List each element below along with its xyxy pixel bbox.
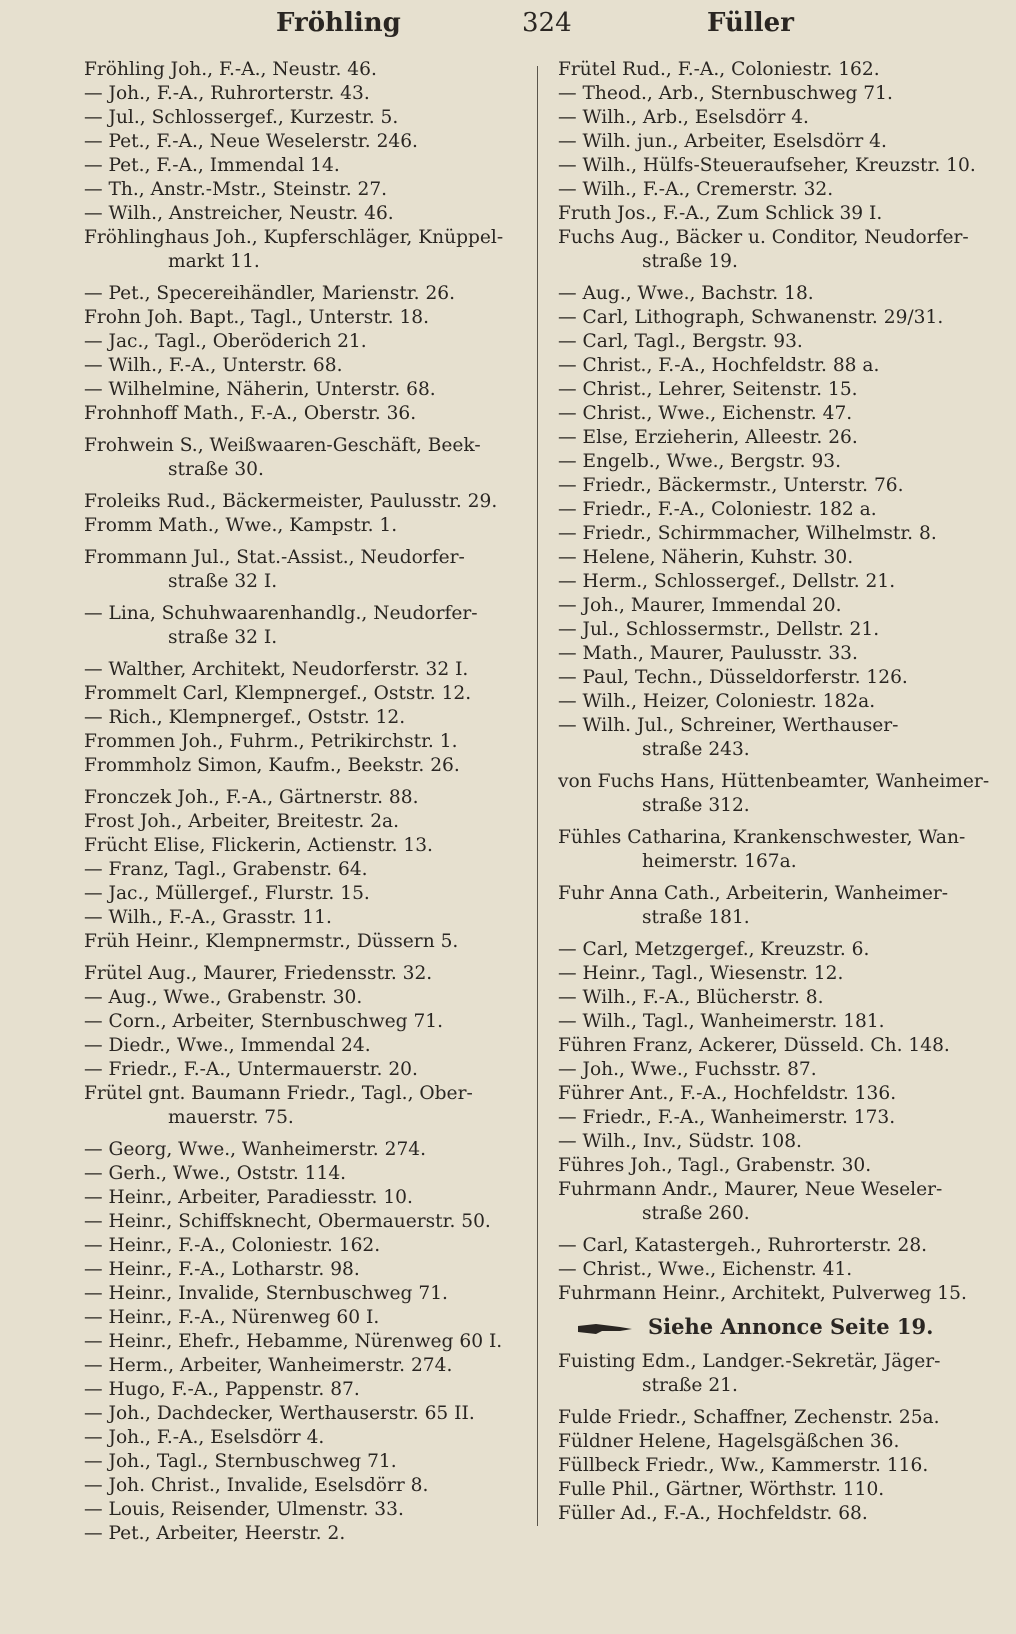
entry-continuation: straße 21. — [642, 1375, 738, 1396]
directory-entry: — Friedr., Schirmmacher, Wilhelmstr. 8. — [558, 523, 937, 544]
directory-entry: — Joh., F.-A., Eselsdörr 4. — [84, 1427, 325, 1448]
entry-continuation: straße 32 I. — [168, 627, 278, 648]
directory-entry: — Math., Maurer, Paulusstr. 33. — [558, 643, 858, 664]
directory-entry: — Christ., Lehrer, Seitenstr. 15. — [558, 379, 858, 400]
directory-entry: — Wilh., F.-A., Cremerstr. 32. — [558, 179, 834, 200]
directory-entry: — Wilh., F.-A., Grasstr. 11. — [84, 907, 332, 928]
entry-continuation: mauerstr. 75. — [168, 1107, 294, 1128]
directory-entry: — Christ., Wwe., Eichenstr. 41. — [558, 1259, 853, 1280]
entry-continuation: straße 32 I. — [168, 571, 278, 592]
directory-entry: Frütel Aug., Maurer, Friedensstr. 32. — [84, 963, 433, 984]
directory-entry: — Herm., Schlossergef., Dellstr. 21. — [558, 571, 896, 592]
directory-entry: Fuhr Anna Cath., Arbeiterin, Wanheimer- — [558, 883, 949, 904]
directory-entry: Füldner Helene, Hagelsgäßchen 36. — [558, 1431, 900, 1452]
directory-entry: — Joh., Tagl., Sternbuschweg 71. — [84, 1451, 397, 1472]
directory-entry: — Wilh., Anstreicher, Neustr. 46. — [84, 203, 394, 224]
directory-entry: — Engelb., Wwe., Bergstr. 93. — [558, 451, 842, 472]
directory-entry: — Wilh., Inv., Südstr. 108. — [558, 1131, 802, 1152]
directory-entry: — Theod., Arb., Sternbuschweg 71. — [558, 83, 893, 104]
entry-continuation: straße 243. — [642, 739, 750, 760]
directory-entry: Früh Heinr., Klempnermstr., Düssern 5. — [84, 931, 459, 952]
directory-entry: Frost Joh., Arbeiter, Breitestr. 2a. — [84, 811, 400, 832]
directory-entry: — Gerh., Wwe., Oststr. 114. — [84, 1163, 347, 1184]
directory-entry: — Carl, Lithograph, Schwanenstr. 29/31. — [558, 307, 944, 328]
directory-entry: — Th., Anstr.-Mstr., Steinstr. 27. — [84, 179, 388, 200]
directory-entry: — Pet., F.-A., Immendal 14. — [84, 155, 340, 176]
directory-entry: — Carl, Metzgergef., Kreuzstr. 6. — [558, 939, 870, 960]
directory-entry: — Aug., Wwe., Grabenstr. 30. — [84, 987, 363, 1008]
directory-entry: Fühles Catharina, Krankenschwester, Wan- — [558, 827, 966, 848]
directory-entry: — Else, Erzieherin, Alleestr. 26. — [558, 427, 858, 448]
directory-entry: — Jac., Müllergef., Flurstr. 15. — [84, 883, 370, 904]
directory-entry: von Fuchs Hans, Hüttenbeamter, Wanheimer- — [558, 771, 990, 792]
directory-entry: Fuhrmann Heinr., Architekt, Pulverweg 15. — [558, 1283, 967, 1304]
directory-entry: — Wilh. jun., Arbeiter, Eselsdörr 4. — [558, 131, 887, 152]
directory-entry: — Wilh., Tagl., Wanheimerstr. 181. — [558, 1011, 885, 1032]
directory-entry: Fromm Math., Wwe., Kampstr. 1. — [84, 515, 398, 536]
directory-entry: Fuhrmann Andr., Maurer, Neue Weseler- — [558, 1179, 943, 1200]
page-header — [0, 0, 1016, 60]
directory-entry: Froleiks Rud., Bäckermeister, Paulusstr. 29. — [84, 491, 498, 512]
directory-entry: — Wilh., Arb., Eselsdörr 4. — [558, 107, 809, 128]
directory-entry: — Wilhelmine, Näherin, Unterstr. 68. — [84, 379, 436, 400]
directory-entry: Führen Franz, Ackerer, Düsseld. Ch. 148. — [558, 1035, 950, 1056]
directory-entry: — Corn., Arbeiter, Sternbuschweg 71. — [84, 1011, 444, 1032]
directory-entry: — Jac., Tagl., Oberöderich 21. — [84, 331, 367, 352]
entry-continuation: markt 11. — [168, 251, 260, 272]
pointing-hand-icon — [576, 1322, 634, 1336]
directory-entry: Frommen Joh., Fuhrm., Petrikirchstr. 1. — [84, 731, 458, 752]
entry-continuation: straße 181. — [642, 907, 750, 928]
directory-entry: Frütel Rud., F.-A., Coloniestr. 162. — [558, 59, 880, 80]
directory-entry: — Heinr., Schiffsknecht, Obermauerstr. 50. — [84, 1211, 491, 1232]
directory-entry: — Heinr., Tagl., Wiesenstr. 12. — [558, 963, 844, 984]
directory-entry: — Joh., Wwe., Fuchsstr. 87. — [558, 1059, 817, 1080]
directory-entry: — Helene, Näherin, Kuhstr. 30. — [558, 547, 854, 568]
annonce-text: Siehe Annonce Seite 19. — [648, 1314, 934, 1339]
column-divider — [537, 66, 538, 1526]
header-first-entry: Fröhling — [276, 8, 401, 38]
directory-entry: — Christ., Wwe., Eichenstr. 47. — [558, 403, 853, 424]
directory-entry: — Aug., Wwe., Bachstr. 18. — [558, 283, 814, 304]
directory-entry: Frücht Elise, Flickerin, Actienstr. 13. — [84, 835, 433, 856]
right-column — [558, 58, 1003, 1526]
directory-entry: Frohnhoff Math., F.-A., Oberstr. 36. — [84, 403, 417, 424]
directory-entry: — Joh., F.-A., Ruhrorterstr. 43. — [84, 83, 370, 104]
directory-entry: — Heinr., Ehefr., Hebamme, Nürenweg 60 I. — [84, 1331, 503, 1352]
directory-entry: Frommelt Carl, Klempnergef., Oststr. 12. — [84, 683, 472, 704]
directory-entry: Fuchs Aug., Bäcker u. Conditor, Neudorfer- — [558, 227, 969, 248]
directory-entry: Frommann Jul., Stat.-Assist., Neudorfer- — [84, 547, 465, 568]
directory-entry: — Jul., Schlossergef., Kurzestr. 5. — [84, 107, 399, 128]
directory-entry: — Carl, Katastergeh., Ruhrorterstr. 28. — [558, 1235, 928, 1256]
directory-entry: Fulde Friedr., Schaffner, Zechenstr. 25a. — [558, 1407, 940, 1428]
directory-entry: — Pet., Arbeiter, Heerstr. 2. — [84, 1523, 346, 1544]
directory-entry: — Heinr., Arbeiter, Paradiesstr. 10. — [84, 1187, 413, 1208]
directory-entry: Frütel gnt. Baumann Friedr., Tagl., Ober- — [84, 1083, 473, 1104]
directory-entry: — Paul, Techn., Düsseldorferstr. 126. — [558, 667, 908, 688]
directory-entry: Füller Ad., F.-A., Hochfeldstr. 68. — [558, 1503, 868, 1524]
directory-entry: — Jul., Schlossermstr., Dellstr. 21. — [558, 619, 880, 640]
directory-entry: — Diedr., Wwe., Immendal 24. — [84, 1035, 371, 1056]
entry-continuation: heimerstr. 167a. — [642, 851, 797, 872]
directory-entry: — Joh. Christ., Invalide, Eselsdörr 8. — [84, 1475, 429, 1496]
directory-entry: — Pet., F.-A., Neue Weselerstr. 246. — [84, 131, 418, 152]
directory-entry: — Wilh., F.-A., Unterstr. 68. — [84, 355, 343, 376]
directory-entry: — Wilh., Hülfs-Steueraufseher, Kreuzstr. 10. — [558, 155, 976, 176]
directory-entry: — Heinr., Invalide, Sternbuschweg 71. — [84, 1283, 448, 1304]
directory-entry: — Franz, Tagl., Grabenstr. 64. — [84, 859, 368, 880]
directory-entry: — Friedr., F.-A., Untermauerstr. 20. — [84, 1059, 418, 1080]
directory-entry: — Herm., Arbeiter, Wanheimerstr. 274. — [84, 1355, 453, 1376]
directory-entry: Fröhlinghaus Joh., Kupferschläger, Knüppel- — [84, 227, 504, 248]
directory-entry: Fruth Jos., F.-A., Zum Schlick 39 I. — [558, 203, 883, 224]
left-column — [84, 58, 524, 1546]
directory-entry: — Walther, Architekt, Neudorferstr. 32 I. — [84, 659, 469, 680]
directory-entry: — Pet., Specereihändler, Marienstr. 26. — [84, 283, 456, 304]
directory-entry: Fronczek Joh., F.-A., Gärtnerstr. 88. — [84, 787, 419, 808]
directory-entry: — Joh., Dachdecker, Werthauserstr. 65 II. — [84, 1403, 475, 1424]
annonce-notice — [576, 1312, 1003, 1342]
directory-entry: Führes Joh., Tagl., Grabenstr. 30. — [558, 1155, 872, 1176]
entry-continuation: straße 30. — [168, 459, 264, 480]
directory-entry: — Friedr., Bäckermstr., Unterstr. 76. — [558, 475, 904, 496]
directory-entry: Fröhling Joh., F.-A., Neustr. 46. — [84, 59, 377, 80]
page-number: 324 — [522, 8, 572, 38]
directory-entry: — Lina, Schuhwaarenhandlg., Neudorfer- — [84, 603, 478, 624]
directory-entry: — Hugo, F.-A., Pappenstr. 87. — [84, 1379, 360, 1400]
directory-entry: — Heinr., F.-A., Nürenweg 60 I. — [84, 1307, 380, 1328]
directory-entry: — Heinr., F.-A., Coloniestr. 162. — [84, 1235, 381, 1256]
directory-entry: Frommholz Simon, Kaufm., Beekstr. 26. — [84, 755, 460, 776]
directory-entry: — Heinr., F.-A., Lotharstr. 98. — [84, 1259, 360, 1280]
entry-continuation: straße 19. — [642, 251, 738, 272]
directory-entry: — Joh., Maurer, Immendal 20. — [558, 595, 842, 616]
directory-entry: — Wilh., F.-A., Blücherstr. 8. — [558, 987, 824, 1008]
directory-entry: Fulle Phil., Gärtner, Wörthstr. 110. — [558, 1479, 885, 1500]
directory-entry: — Friedr., F.-A., Coloniestr. 182 a. — [558, 499, 877, 520]
directory-entry: — Louis, Reisender, Ulmenstr. 33. — [84, 1499, 404, 1520]
directory-entry: — Wilh., Heizer, Coloniestr. 182a. — [558, 691, 876, 712]
header-last-entry: Füller — [707, 8, 794, 38]
directory-entry: Frohn Joh. Bapt., Tagl., Unterstr. 18. — [84, 307, 430, 328]
directory-entry: — Wilh. Jul., Schreiner, Werthauser- — [558, 715, 899, 736]
directory-entry: Führer Ant., F.-A., Hochfeldstr. 136. — [558, 1083, 897, 1104]
directory-entry: — Rich., Klempnergef., Oststr. 12. — [84, 707, 406, 728]
directory-entry: Fuisting Edm., Landger.-Sekretär, Jäger- — [558, 1351, 941, 1372]
directory-entry: — Christ., F.-A., Hochfeldstr. 88 a. — [558, 355, 880, 376]
directory-entry: — Georg, Wwe., Wanheimerstr. 274. — [84, 1139, 427, 1160]
directory-entry: — Carl, Tagl., Bergstr. 93. — [558, 331, 803, 352]
entry-continuation: straße 312. — [642, 795, 750, 816]
entry-continuation: straße 260. — [642, 1203, 750, 1224]
directory-entry: Füllbeck Friedr., Ww., Kammerstr. 116. — [558, 1455, 929, 1476]
directory-entry: — Friedr., F.-A., Wanheimerstr. 173. — [558, 1107, 896, 1128]
directory-entry: Frohwein S., Weißwaaren-Geschäft, Beek- — [84, 435, 481, 456]
